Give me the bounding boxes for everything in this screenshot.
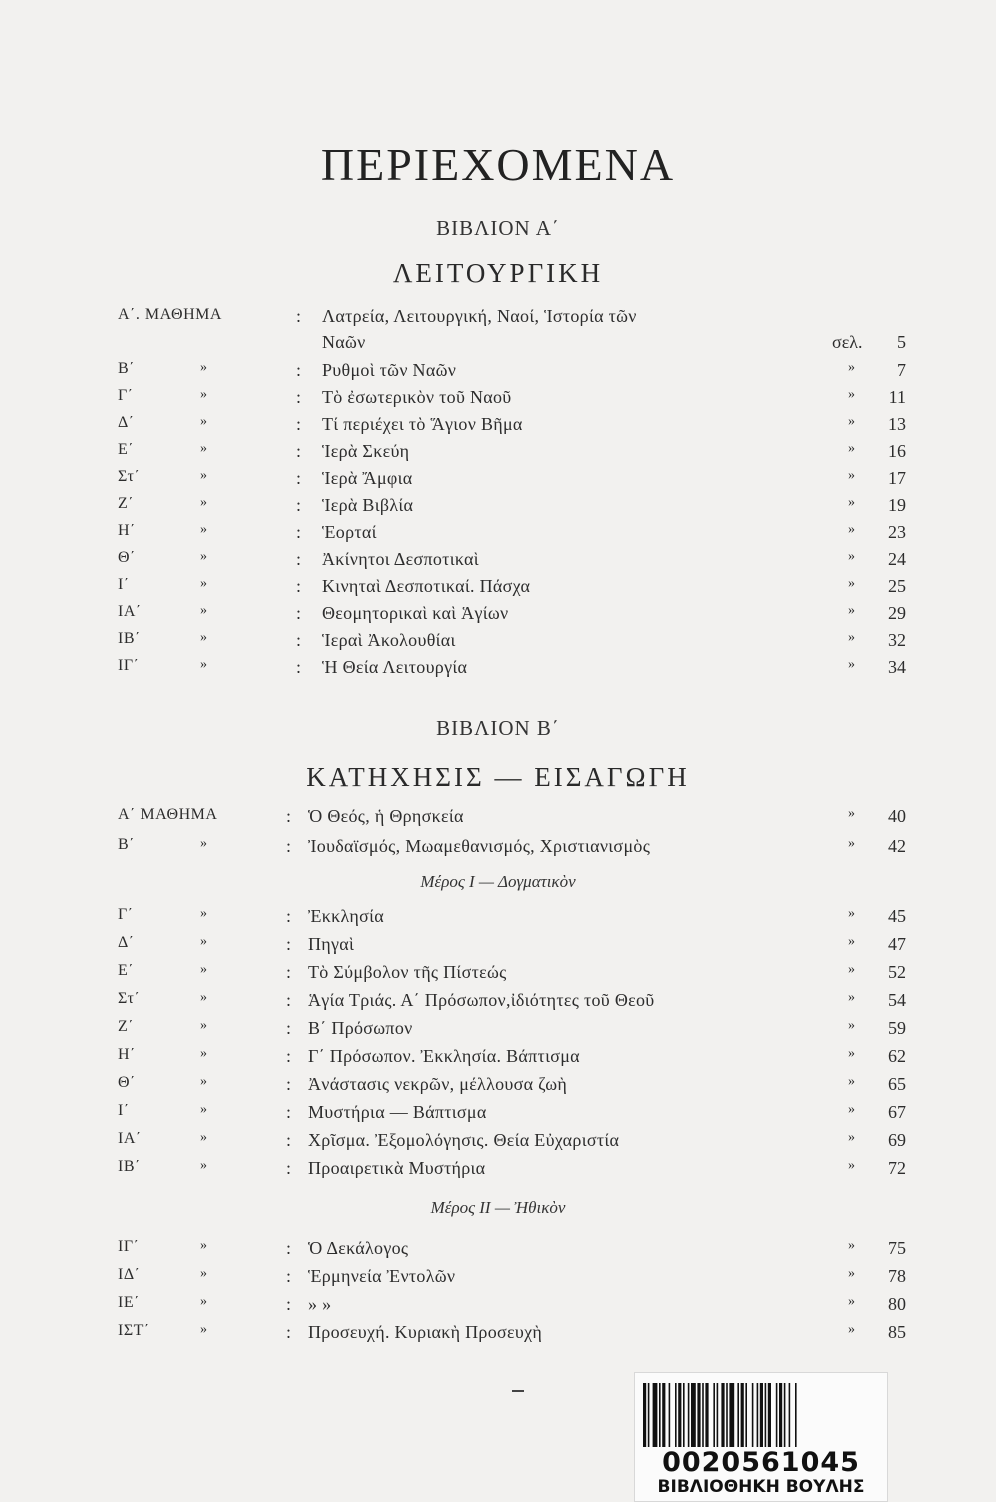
topic-title: Λατρεία, Λειτουργική, Ναοί, Ἱστορία τῶν: [322, 306, 637, 326]
page-number: 75: [888, 1238, 906, 1258]
topic-title: » »: [308, 1294, 332, 1314]
separator-colon: :: [296, 522, 302, 542]
ditto-mark: »: [848, 549, 855, 564]
lesson-number: Η΄: [118, 1046, 136, 1063]
page-number: 11: [888, 387, 906, 407]
separator-colon: :: [286, 1158, 292, 1178]
ditto-mark: »: [200, 934, 207, 949]
topic-title: Ἡ Θεία Λειτουργία: [322, 657, 468, 677]
ditto-mark: »: [200, 1294, 207, 1309]
ditto-mark: »: [200, 360, 207, 375]
ditto-mark: »: [848, 1238, 855, 1253]
ditto-mark: »: [848, 1322, 855, 1337]
ditto-mark: »: [200, 906, 207, 921]
ditto-mark: »: [200, 414, 207, 429]
ditto-mark: »: [848, 1266, 855, 1281]
lesson-number: Η΄: [118, 522, 136, 539]
lesson-number: Ε΄: [118, 962, 135, 979]
lesson-number: ΙΒ΄: [118, 1158, 141, 1175]
toc-row: [0, 549, 996, 575]
page-number: 29: [888, 603, 906, 623]
separator-colon: :: [286, 1130, 292, 1150]
ditto-mark: »: [848, 906, 855, 921]
lesson-number: Α΄ ΜΑΘΗΜΑ: [118, 806, 218, 823]
topic-title: Μυστήρια — Βάπτισμα: [308, 1102, 487, 1122]
page-number: 85: [888, 1322, 906, 1342]
page-number: 62: [888, 1046, 906, 1066]
toc-row: [0, 360, 996, 386]
separator-colon: :: [296, 306, 302, 326]
topic-title: Ἀνάστασις νεκρῶν, μέλλουσα ζωὴ: [308, 1074, 568, 1094]
ditto-mark: »: [848, 1130, 855, 1145]
lesson-number: Ζ΄: [118, 1018, 135, 1035]
ditto-mark: »: [200, 1322, 207, 1337]
ditto-mark: »: [200, 495, 207, 510]
separator-colon: :: [286, 1238, 292, 1258]
topic-title: Πηγαὶ: [308, 934, 355, 954]
library-barcode-label: [634, 1372, 888, 1502]
book-a-heading: ΒΙΒΛΙΟΝ Α΄: [436, 216, 560, 240]
toc-row: [0, 522, 996, 548]
ditto-mark: »: [848, 657, 855, 672]
topic-title: Ἰουδαϊσμός, Μωαμεθανισμός, Χριστιανισμὸς: [308, 836, 651, 856]
topic-title: Ὁ Θεός, ἡ Θρησκεία: [308, 806, 464, 826]
ditto-mark: »: [200, 387, 207, 402]
toc-row: [0, 387, 996, 413]
separator-colon: :: [296, 576, 302, 596]
toc-row: [0, 906, 996, 932]
lesson-number: Ι΄: [118, 576, 130, 593]
topic-title: Προαιρετικὰ Μυστήρια: [308, 1158, 486, 1178]
page-number: 7: [897, 360, 906, 380]
ditto-mark: »: [200, 1102, 207, 1117]
ditto-mark: »: [200, 1074, 207, 1089]
lesson-number: Γ΄: [118, 387, 134, 404]
page-number: 65: [888, 1074, 906, 1094]
toc-row: [0, 1130, 996, 1156]
lesson-number: ΙΑ΄: [118, 603, 142, 620]
ditto-mark: »: [848, 1046, 855, 1061]
separator-colon: :: [296, 549, 302, 569]
page-number: 13: [888, 414, 906, 434]
topic-title: Χρῖσμα. Ἐξομολόγησις. Θεία Εὐχαριστία: [308, 1130, 620, 1150]
lesson-number: Ζ΄: [118, 495, 135, 512]
topic-title: Τί περιέχει τὸ Ἅγιον Βῆμα: [322, 414, 523, 434]
ditto-mark: »: [200, 1018, 207, 1033]
ditto-mark: »: [848, 576, 855, 591]
separator-colon: :: [286, 1294, 292, 1314]
topic-title: Ἱερὰ Βιβλία: [322, 495, 414, 515]
topic-title: Ὁ Δεκάλογος: [308, 1238, 409, 1258]
part-2-heading: Μέρος ΙΙ — Ἠθικὸν: [430, 1198, 566, 1217]
page-number: 69: [888, 1130, 906, 1150]
lesson-number: Στ΄: [118, 468, 141, 485]
ditto-mark: »: [848, 1294, 855, 1309]
page-number: 25: [888, 576, 906, 596]
lesson-number: Ε΄: [118, 441, 135, 458]
toc-row: [0, 1294, 996, 1320]
separator-colon: :: [296, 387, 302, 407]
barcode-number: 0020561045: [662, 1447, 860, 1478]
lesson-number: Θ΄: [118, 1074, 136, 1091]
ditto-mark: »: [848, 360, 855, 375]
toc-row: [0, 934, 996, 960]
separator-colon: :: [286, 906, 292, 926]
page-number: 72: [888, 1158, 906, 1178]
page-number: 42: [888, 836, 906, 856]
page-number: 59: [888, 1018, 906, 1038]
page-number: 34: [888, 657, 906, 677]
page-number: 67: [888, 1102, 906, 1122]
separator-colon: :: [296, 468, 302, 488]
toc-row: [0, 836, 996, 862]
topic-title: Ἑρμηνεία Ἐντολῶν: [308, 1266, 456, 1286]
ditto-mark: »: [200, 468, 207, 483]
lesson-number: ΙΑ΄: [118, 1130, 142, 1147]
separator-colon: :: [286, 1046, 292, 1066]
book-a-section-heading: ΛΕΙΤΟΥΡΓΙΚΗ: [392, 258, 604, 288]
topic-title: Ἑορταί: [322, 522, 377, 542]
separator-colon: :: [286, 1266, 292, 1286]
page-number: 32: [888, 630, 906, 650]
separator-colon: :: [286, 806, 292, 826]
lesson-number: Γ΄: [118, 906, 134, 923]
book-b-heading: ΒΙΒΛΙΟΝ Β΄: [436, 716, 560, 740]
barcode-library-name: ΒΙΒΛΙΟΘΗΚΗ ΒΟΥΛΗΣ: [657, 1477, 865, 1497]
toc-row: [0, 990, 996, 1016]
page-number: 78: [888, 1266, 906, 1286]
ditto-mark: »: [848, 603, 855, 618]
ditto-mark: »: [200, 1158, 207, 1173]
ditto-mark: »: [848, 990, 855, 1005]
ditto-mark: »: [200, 836, 207, 851]
page-number: 16: [888, 441, 906, 461]
separator-colon: :: [286, 1074, 292, 1094]
toc-row: [0, 1266, 996, 1292]
ditto-mark: »: [848, 1018, 855, 1033]
ditto-mark: »: [848, 934, 855, 949]
toc-row: [0, 1158, 996, 1184]
lesson-number: Β΄: [118, 836, 135, 853]
ditto-mark: »: [200, 630, 207, 645]
topic-title: Ἱεραὶ Ἀκολουθίαι: [322, 630, 456, 650]
topic-title: Τὸ ἐσωτερικὸν τοῦ Ναοῦ: [322, 387, 512, 407]
topic-title: Ἐκκλησία: [308, 906, 384, 926]
page-number: 80: [888, 1294, 906, 1314]
ditto-mark: »: [200, 441, 207, 456]
ditto-mark: »: [848, 441, 855, 456]
page-number: 24: [888, 549, 906, 569]
topic-title: Ἀκίνητοι Δεσποτικαὶ: [322, 549, 479, 569]
page-number: 23: [888, 522, 906, 542]
ditto-mark: »: [848, 962, 855, 977]
page-number: 17: [888, 468, 906, 488]
lesson-number: Ι΄: [118, 1102, 130, 1119]
page-number: 40: [888, 806, 906, 826]
toc-row: [0, 1238, 996, 1264]
lesson-number: ΙΒ΄: [118, 630, 141, 647]
separator-colon: :: [296, 414, 302, 434]
toc-row: [0, 657, 996, 683]
topic-title: Τὸ Σύμβολον τῆς Πίστεώς: [308, 962, 507, 982]
separator-colon: :: [296, 657, 302, 677]
page-number: 47: [888, 934, 906, 954]
dash-mark: [512, 1390, 524, 1392]
separator-colon: :: [296, 360, 302, 380]
toc-row: [0, 962, 996, 988]
lesson-number: ΙΣΤ΄: [118, 1322, 150, 1339]
topic-title: Θεομητορικαὶ καὶ Ἁγίων: [322, 603, 509, 623]
lesson-number: Στ΄: [118, 990, 141, 1007]
ditto-mark: »: [848, 522, 855, 537]
ditto-mark: »: [848, 387, 855, 402]
lesson-number: ΙΔ΄: [118, 1266, 141, 1283]
toc-row: [0, 1102, 996, 1128]
separator-colon: :: [286, 1322, 292, 1342]
ditto-mark: »: [848, 468, 855, 483]
ditto-mark: »: [848, 1074, 855, 1089]
lesson-number: Δ΄: [118, 934, 135, 951]
toc-row: [0, 1046, 996, 1072]
toc-row: [0, 495, 996, 521]
lesson-number: Θ΄: [118, 549, 136, 566]
toc-row: [0, 414, 996, 440]
separator-colon: :: [296, 495, 302, 515]
ditto-mark: »: [200, 1130, 207, 1145]
toc-row: [0, 806, 996, 832]
topic-title: Προσευχή. Κυριακὴ Προσευχὴ: [308, 1322, 543, 1342]
page-prefix: σελ.: [832, 332, 863, 352]
toc-row: [0, 1018, 996, 1044]
topic-title: Ρυθμοὶ τῶν Ναῶν: [322, 360, 457, 380]
ditto-mark: »: [848, 630, 855, 645]
page-number: 45: [888, 906, 906, 926]
ditto-mark: »: [848, 1158, 855, 1173]
topic-title: Ἁγία Τριάς. Α΄ Πρόσωπον,ἰδιότητες τοῦ Θεοῦ: [308, 990, 655, 1010]
lesson-number: Δ΄: [118, 414, 135, 431]
topic-title-continued: Ναῶν: [322, 332, 366, 352]
ditto-mark: »: [200, 576, 207, 591]
separator-colon: :: [286, 962, 292, 982]
ditto-mark: »: [848, 495, 855, 510]
book-b-section-heading: ΚΑΤΗΧΗΣΙΣ — ΕΙΣΑΓΩΓΗ: [306, 762, 690, 792]
toc-row: [0, 1322, 996, 1348]
ditto-mark: »: [848, 836, 855, 851]
barcode-icon: [641, 1383, 879, 1447]
ditto-mark: »: [200, 1266, 207, 1281]
ditto-mark: »: [200, 1238, 207, 1253]
ditto-mark: »: [200, 1046, 207, 1061]
page-number: 5: [897, 332, 906, 352]
separator-colon: :: [286, 1102, 292, 1122]
separator-colon: :: [296, 603, 302, 623]
topic-title: Β΄ Πρόσωπον: [308, 1018, 413, 1038]
topic-title: Κινηταὶ Δεσποτικαί. Πάσχα: [322, 576, 531, 596]
lesson-number: ΙΓ΄: [118, 1238, 140, 1255]
page-number: 19: [888, 495, 906, 515]
toc-row: [0, 441, 996, 467]
ditto-mark: »: [848, 806, 855, 821]
separator-colon: :: [286, 836, 292, 856]
topic-title: Γ΄ Πρόσωπον. Ἐκκλησία. Βάπτισμα: [308, 1046, 580, 1066]
toc-row: [0, 603, 996, 629]
page-number: 52: [888, 962, 906, 982]
toc-row: [0, 630, 996, 656]
lesson-number: ΙΓ΄: [118, 657, 140, 674]
lesson-number: Β΄: [118, 360, 135, 377]
page-number: 54: [888, 990, 906, 1010]
topic-title: Ἱερὰ Σκεύη: [322, 441, 410, 461]
ditto-mark: »: [200, 549, 207, 564]
lesson-number: ΙΕ΄: [118, 1294, 140, 1311]
ditto-mark: »: [200, 990, 207, 1005]
separator-colon: :: [296, 441, 302, 461]
ditto-mark: »: [848, 414, 855, 429]
page-title: ΠΕΡΙΕΧΟΜΕΝΑ: [320, 139, 676, 190]
topic-title: Ἱερὰ Ἄμφια: [322, 468, 413, 488]
separator-colon: :: [286, 1018, 292, 1038]
ditto-mark: »: [200, 522, 207, 537]
separator-colon: :: [286, 990, 292, 1010]
part-1-heading: Μέρος Ι — Δογματικὸν: [420, 872, 576, 891]
lesson-number: Α΄. ΜΑΘΗΜΑ: [118, 306, 222, 323]
ditto-mark: »: [200, 962, 207, 977]
separator-colon: :: [296, 630, 302, 650]
toc-row: [0, 306, 996, 352]
toc-row: [0, 1074, 996, 1100]
toc-row: [0, 576, 996, 602]
ditto-mark: »: [200, 657, 207, 672]
toc-row: [0, 468, 996, 494]
ditto-mark: »: [848, 1102, 855, 1117]
ditto-mark: »: [200, 603, 207, 618]
separator-colon: :: [286, 934, 292, 954]
